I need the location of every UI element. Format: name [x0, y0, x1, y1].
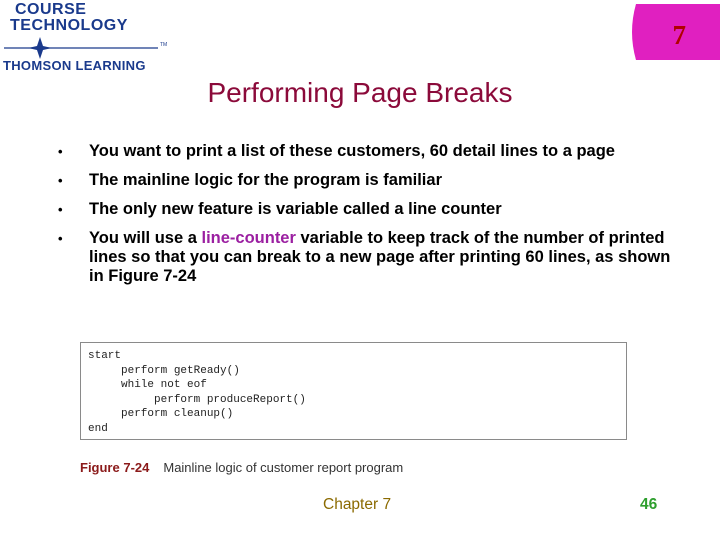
logo-line-technology: TECHNOLOGY — [10, 17, 128, 34]
chapter-number: 7 — [672, 20, 686, 50]
logo-line-course: COURSE — [15, 1, 87, 18]
bullet-item — [54, 200, 674, 219]
bullet-dot: • — [58, 144, 63, 159]
slide-title: Performing Page Breaks — [207, 77, 513, 108]
figure-caption — [80, 460, 403, 475]
code-line: while not eof — [88, 379, 207, 391]
bullet-dot: • — [58, 231, 63, 246]
bullet-list — [54, 142, 674, 296]
bullet-text: The only new feature is variable called a line counter — [89, 200, 502, 218]
code-line: perform produceReport() — [88, 393, 306, 406]
bullet-dot: • — [58, 173, 63, 188]
bullet-dot: • — [58, 202, 63, 217]
bullet-text: You want to print a list of these customers, 60 detail lines to a page — [89, 142, 615, 160]
footer-chapter: Chapter 7 — [323, 496, 392, 513]
bullet-text-pre: You will use a — [89, 229, 202, 247]
logo-line-thomson: THOMSON LEARNING — [3, 58, 146, 73]
bullet-text-post: variable to keep track of the number of printed lines so that you can break to a new page after printing 60 lines, as shown in Figure 7-24 — [89, 229, 671, 285]
bullet-item — [54, 171, 674, 190]
code-figure — [80, 342, 627, 440]
chapter-tab — [628, 4, 720, 60]
highlighted-term: line-counter — [201, 229, 296, 247]
code-line: start — [88, 350, 122, 362]
figure-caption-text: Mainline logic of customer report program — [163, 460, 404, 475]
page-number: 46 — [640, 496, 658, 513]
code-line: perform cleanup() — [88, 408, 234, 420]
logo-star-line — [0, 37, 175, 59]
code-line: end — [88, 422, 108, 435]
bullet-item — [54, 229, 674, 286]
logo-trademark: TM — [160, 42, 168, 48]
bullet-text: The mainline logic for the program is familiar — [89, 171, 442, 189]
figure-label: Figure 7-24 — [80, 460, 150, 475]
course-technology-logo — [0, 0, 175, 80]
bullet-item — [54, 142, 674, 161]
code-line: perform getReady() — [88, 364, 240, 377]
